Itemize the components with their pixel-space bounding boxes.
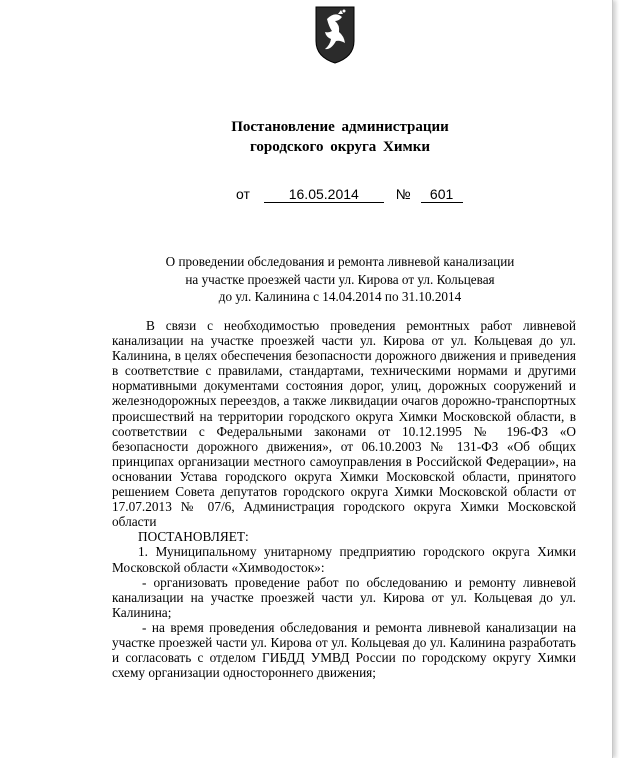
subject-line-1: О проведении обследования и ремонта ливневой канализации	[165, 254, 515, 269]
number-prefix: №	[395, 186, 411, 202]
item-1-paragraph: 1. Муниципальному унитарному предприятию городского округа Химки Московской области «Химводосток»:	[112, 544, 576, 575]
resolves-heading: ПОСТАНОВЛЯЕТ:	[138, 529, 249, 545]
subject-line-3: до ул. Калинина с 14.04.2014 по 31.10.2014	[218, 289, 462, 304]
document-date: 16.05.2014	[264, 186, 384, 203]
document-body	[112, 318, 576, 680]
subject-line-2: на участке проезжей части ул. Кирова от ул. Кольцевая	[185, 271, 495, 287]
document-number: 601	[421, 186, 463, 203]
title-line-1: Постановление администрации	[231, 119, 449, 135]
title-line-2: городского округа Химки	[249, 139, 431, 155]
date-prefix: от	[236, 186, 250, 202]
document-title	[0, 117, 620, 157]
document-subject	[120, 253, 560, 306]
subitem-1-paragraph: - организовать проведение работ по обследованию и ремонту ливневой канализации на участке проезжей части ул. Кирова от ул. Кольцевая до ул. Калинина;	[112, 574, 576, 620]
subitem-2-paragraph: - на время проведения обследования и ремонта ливневой канализации на участке проезжей части ул. Кирова от ул. Кольцевая до ул. Калинина разработать и согласовать с отделом ГИБДД УМВД России по городскому округу Химки схему организации одностороннего движения;	[112, 619, 576, 681]
preamble-paragraph: В связи с необходимостью проведения ремонтных работ ливневой канализации на участке проезжей части ул. Кирова от ул. Кольцевая до ул. Калинина, в целях обеспечения безопасности дорожного движения и приведения в соответствие с правилами, стандартами, техническими нормами и другими нормативными документами состояния дорог, улиц, дорожных сооружений и железнодорожных переездов, а также ликвидации очагов дорожно-транспортных происшествий на территории городского округа Химки Московской области, в соответствии с Федеральными законами от 10.12.1995 № 196-ФЗ «О безопасности дорожного движения», от 06.10.2003 № 131-ФЗ «Об общих принципах организации местного самоуправления в Российской Федерации», на основании Устава городского округа Химки Московской области, принятого решением Совета депутатов городского округа Химки Московской области от 17.07.2013 № 07/6, Администрация городского округа Химки Московской области	[112, 318, 576, 530]
date-number-line	[236, 186, 463, 203]
coat-of-arms-icon	[314, 5, 356, 65]
